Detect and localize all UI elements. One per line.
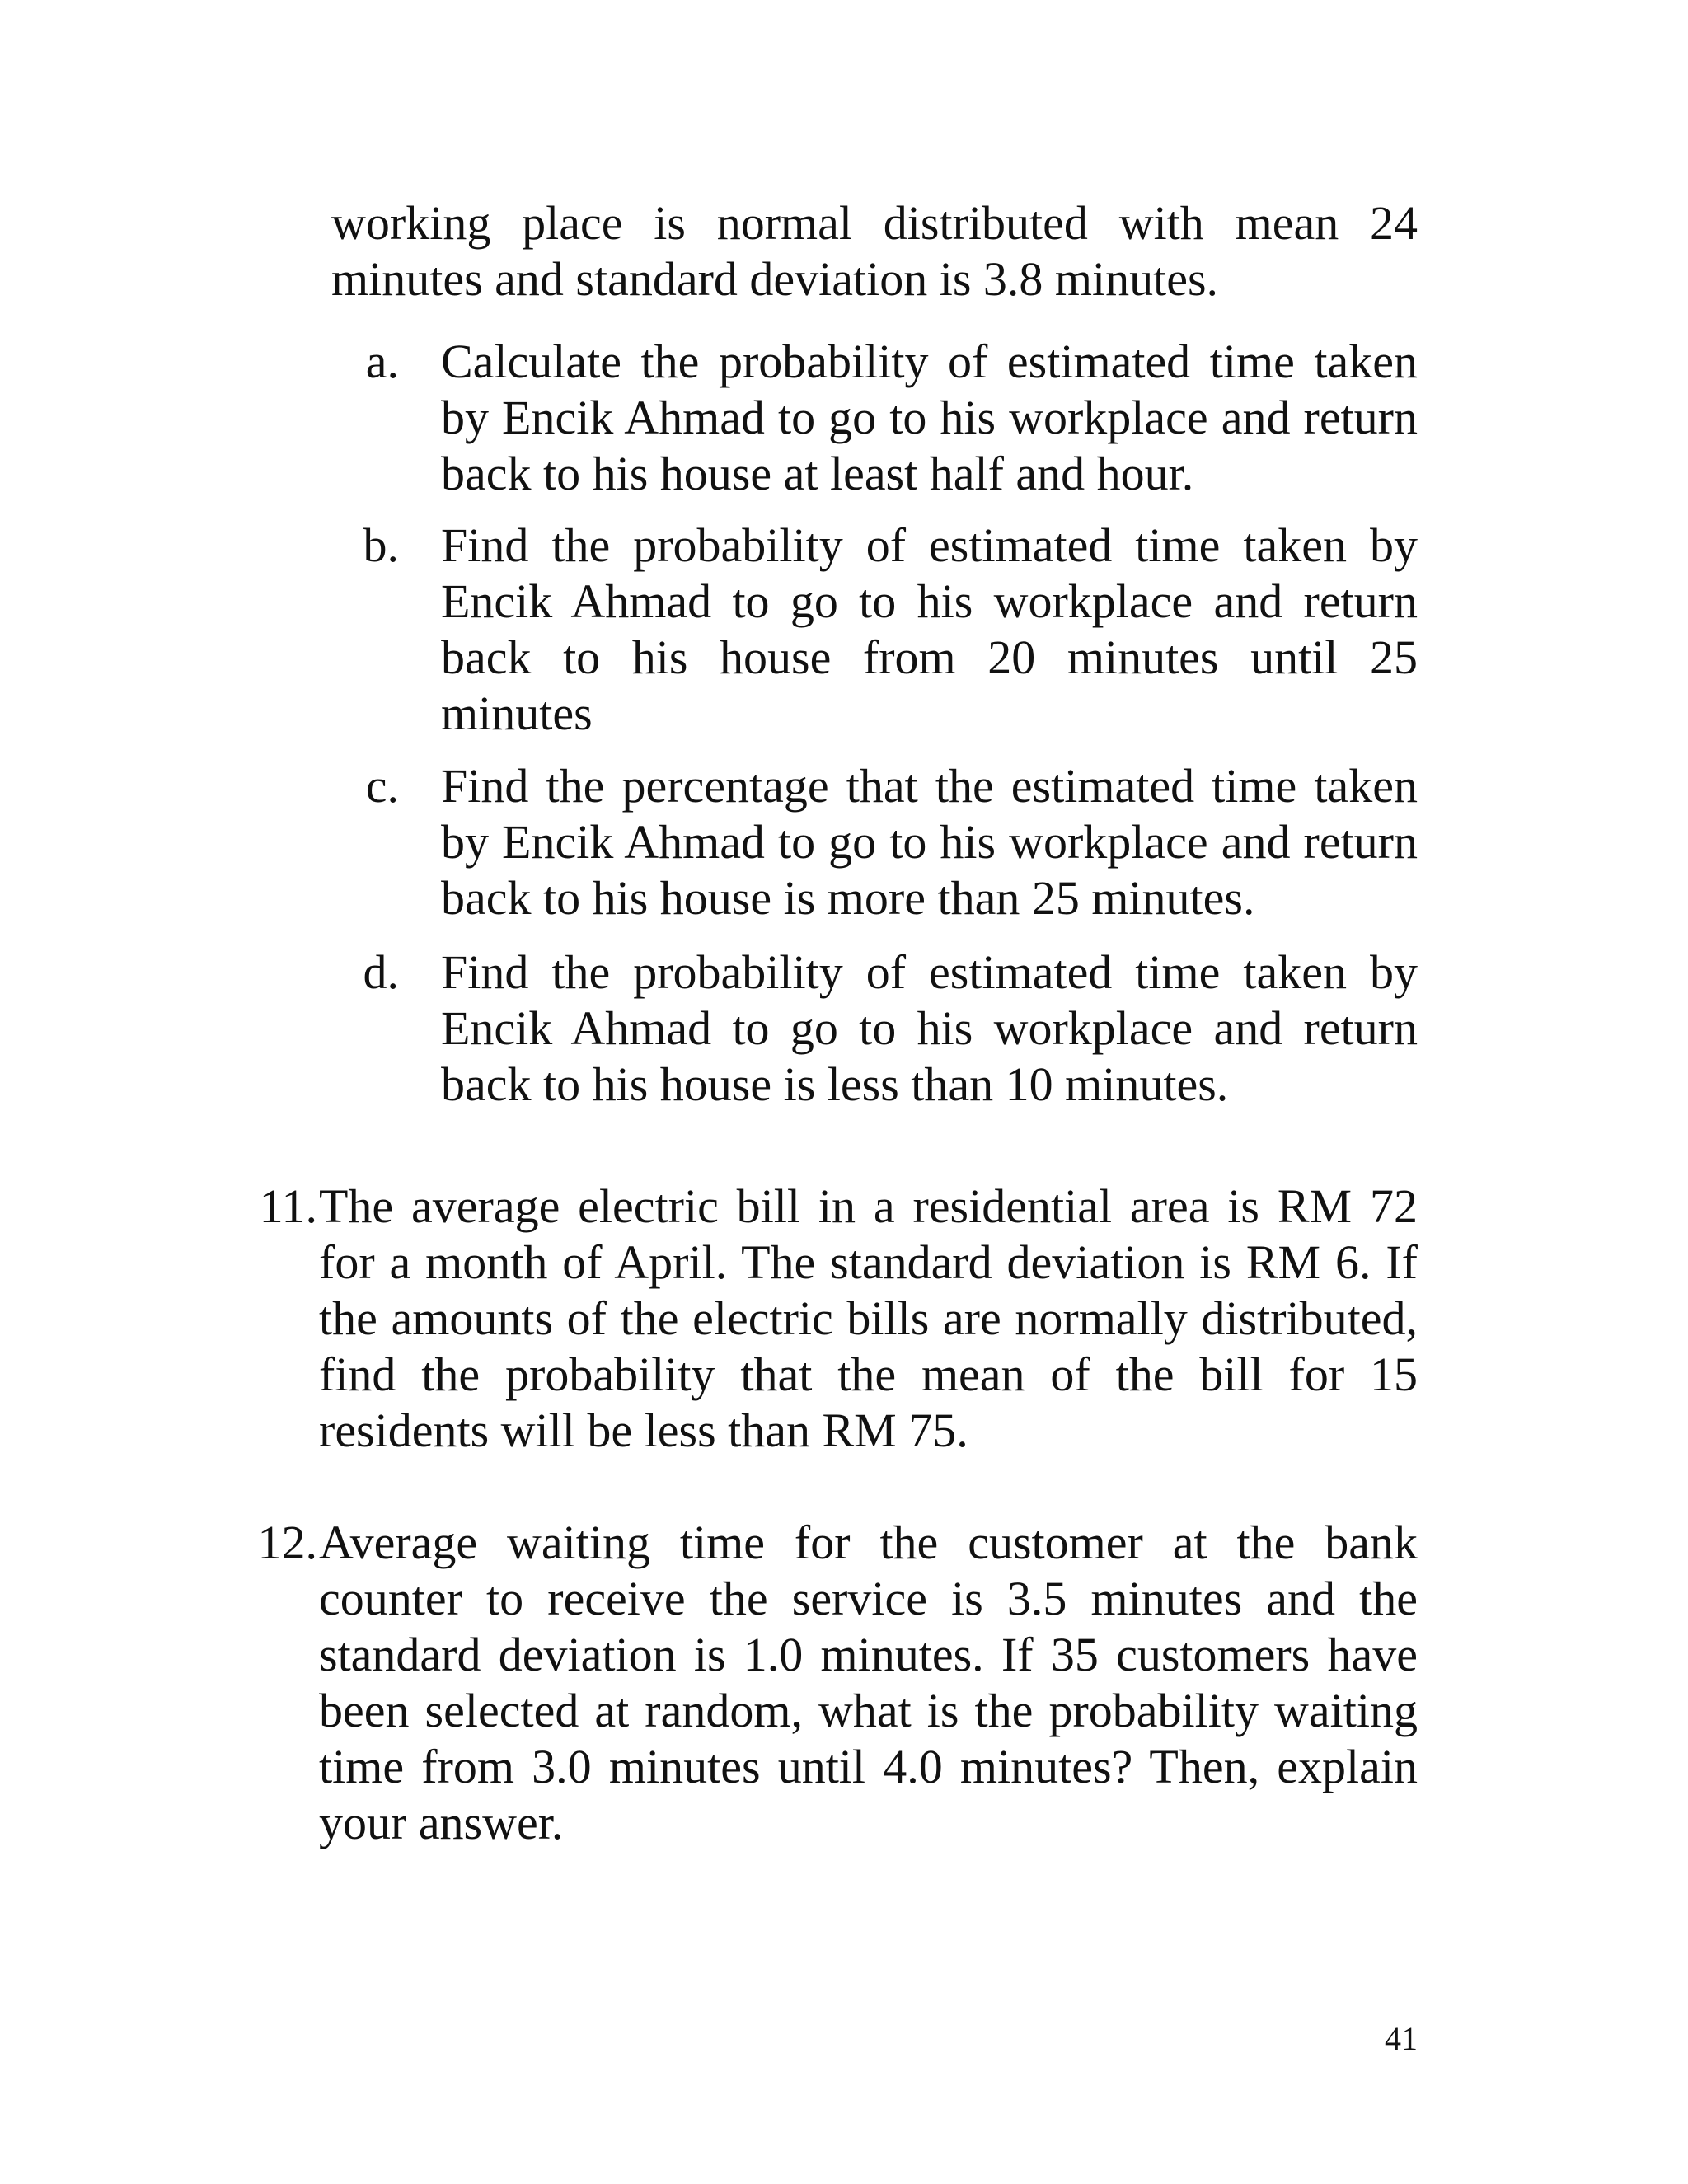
question-10-continuation: working place is normal distributed with mean 24 minutes and standard deviation is 3.8 minutes. (331, 196, 1418, 306)
question-number: 12. (257, 1516, 317, 1569)
sub-question-text: Find the probability of estimated time taken by Encik Ahmad to go to his workplace and return back to his house is less than 10 minutes. (441, 945, 1418, 1111)
sub-question-text: Calculate the probability of estimated time taken by Encik Ahmad to go to his workplace and return back to his house at least half and hour. (441, 335, 1418, 500)
sub-question-text: Find the percentage that the estimated time taken by Encik Ahmad to go to his workplace and return back to his house is more than 25 minutes. (441, 759, 1418, 925)
sub-question-label: d. (363, 945, 399, 999)
sub-question-label: a. (365, 335, 399, 388)
sub-question-text: Find the probability of estimated time taken by Encik Ahmad to go to his workplace and return back to his house from 20 minutes until 25 minutes (441, 518, 1418, 740)
question-text: The average electric bill in a residential area is RM 72 for a month of April. The standard deviation is RM 6. If the amounts of the electric bills are normally distributed, find the probability that the mean of the bill for 15 residents will be less than RM 75. (319, 1179, 1418, 1457)
question-text: Average waiting time for the customer at the bank counter to receive the service is 3.5 minutes and the standard deviation is 1.0 minutes. If 35 customers have been selected at random, what is the probability waiting time from 3.0 minutes until 4.0 minutes? Then, explain your answer. (319, 1516, 1418, 1849)
sub-question-label: c. (365, 759, 399, 813)
question-number: 11. (259, 1179, 317, 1233)
page-number: 41 (1385, 2020, 1418, 2057)
sub-question-label: b. (363, 518, 399, 572)
